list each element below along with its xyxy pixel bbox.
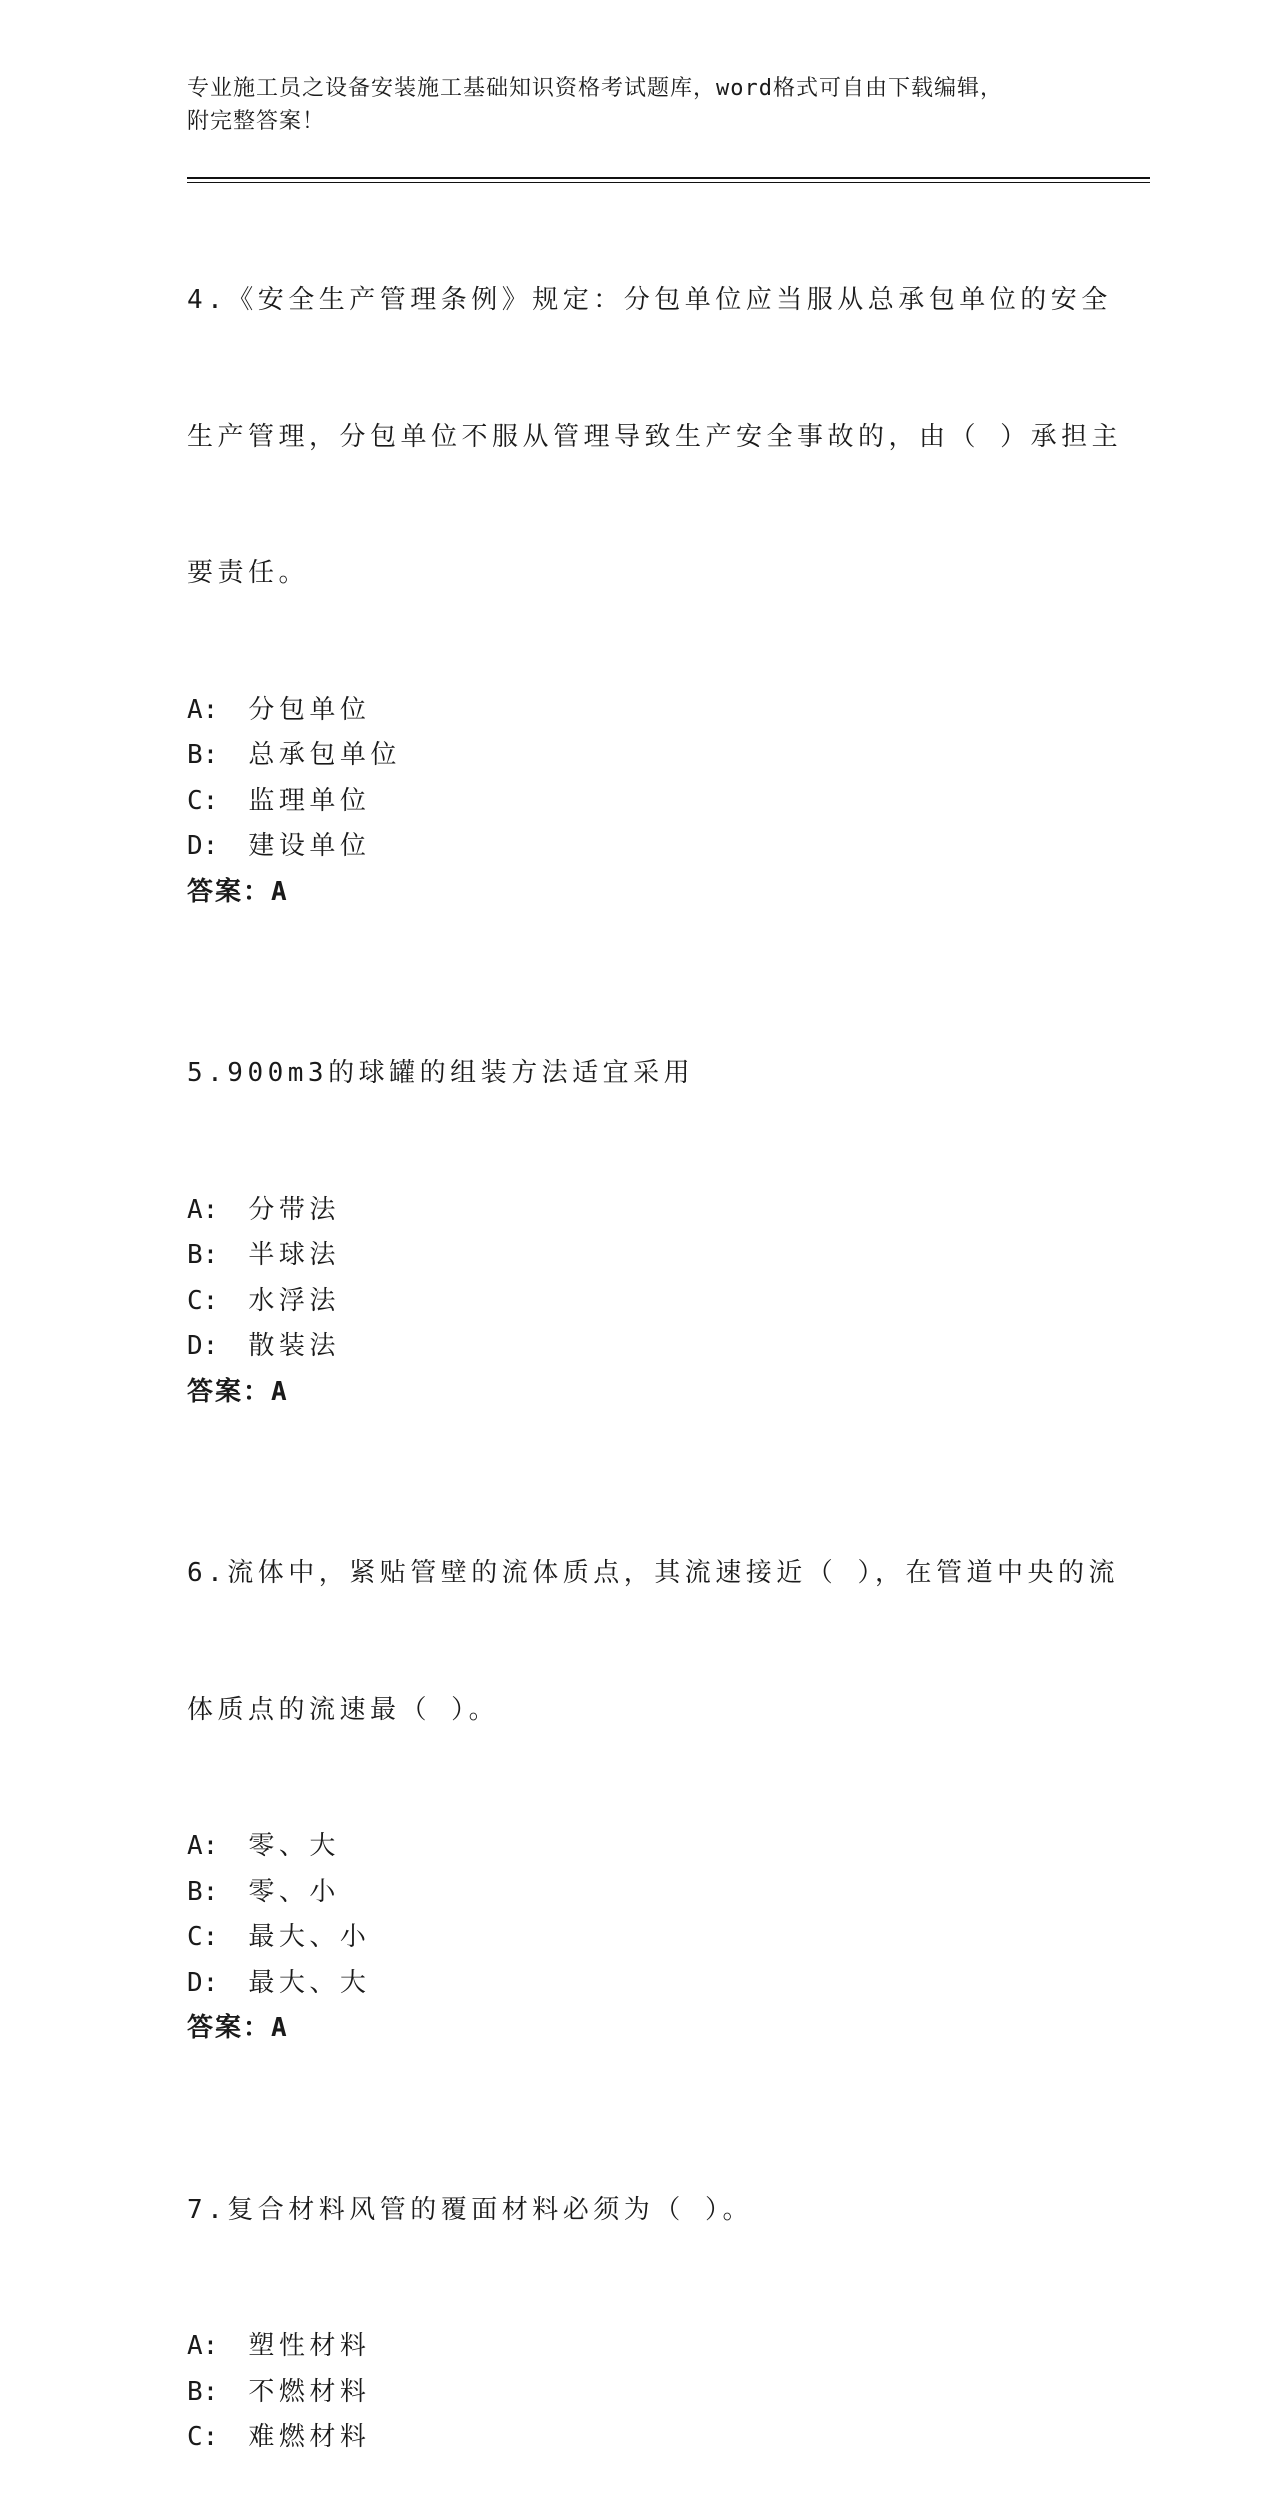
stem-line: 体质点的流速最（ ）。 (187, 1694, 500, 1725)
option-b (187, 2370, 1087, 2416)
option-text: 建设单位 (248, 831, 371, 861)
option-b (187, 1233, 1087, 1279)
question-stem (187, 1460, 1119, 1824)
answer-line: 答案：A (187, 876, 289, 907)
option-text: 水浮法 (248, 1285, 340, 1316)
option-key: C: (187, 1922, 219, 1952)
question-stem (187, 2097, 1087, 2325)
option-key: B: (187, 1876, 219, 1907)
question-5 (187, 960, 1087, 1415)
option-key: D: (187, 1967, 219, 1998)
stem-line: 7.复合材料风管的覆面材料必须为（ ）。 (187, 2194, 753, 2225)
question-4 (187, 187, 1123, 915)
stem-line: 生产管理，分包单位不服从管理导致生产安全事故的，由（ ）承担主 (187, 421, 1123, 452)
option-text: 零、大 (248, 1831, 340, 1861)
option-b (187, 733, 1087, 779)
option-text: 总承包单位 (248, 740, 401, 770)
answer-line: 答案：A (187, 1376, 289, 1407)
option-key: B: (187, 2376, 219, 2407)
header-divider-thin (187, 182, 1150, 183)
stem-line: 4.《安全生产管理条例》规定：分包单位应当服从总承包单位的安全 (187, 285, 1112, 315)
option-key: D: (187, 831, 219, 861)
option-text: 分包单位 (248, 694, 371, 725)
option-text: 半球法 (248, 1240, 340, 1270)
option-b (187, 1870, 1087, 1916)
option-key: B: (187, 740, 219, 770)
option-key: B: (187, 1240, 219, 1270)
option-a (187, 1188, 1087, 1234)
stem-line: 6.流体中，紧贴管壁的流体质点，其流速接近（ ），在管道中央的流 (187, 1558, 1119, 1588)
option-key: D: (187, 1331, 219, 1361)
option-key: C: (187, 785, 219, 816)
option-text: 散装法 (248, 1331, 340, 1361)
option-text: 零、小 (248, 1876, 340, 1907)
question-6 (187, 1460, 1119, 2052)
option-key: A: (187, 2331, 219, 2361)
option-c (187, 779, 1087, 825)
question-list (187, 187, 1123, 2506)
document-header (187, 72, 1067, 138)
option-text: 不燃材料 (248, 2376, 371, 2407)
option-text: 分带法 (248, 1194, 340, 1225)
option-c (187, 1915, 1087, 1961)
option-d (187, 824, 1087, 870)
option-text: 最大、大 (248, 1967, 371, 1998)
option-key: A: (187, 1194, 219, 1225)
option-a (187, 688, 1087, 734)
option-a (187, 1824, 1087, 1870)
header-line-2: 附完整答案！ (187, 109, 326, 134)
header-divider-thick (187, 177, 1150, 179)
option-key: C: (187, 2422, 219, 2452)
option-d (187, 1961, 1087, 2007)
option-c (187, 2415, 1087, 2461)
option-text: 最大、小 (248, 1922, 371, 1952)
option-text: 塑性材料 (248, 2331, 371, 2361)
option-text: 难燃材料 (248, 2422, 371, 2452)
question-stem (187, 960, 1087, 1188)
question-stem (187, 187, 1123, 688)
stem-line: 要责任。 (187, 558, 310, 588)
option-key: C: (187, 1285, 219, 1316)
option-text: 监理单位 (248, 785, 371, 816)
question-7 (187, 2097, 1087, 2461)
option-c (187, 1279, 1087, 1325)
option-a (187, 2324, 1087, 2370)
header-line-1: 专业施工员之设备安装施工基础知识资格考试题库，word格式可自由下载编辑， (187, 76, 1003, 101)
option-key: A: (187, 694, 219, 725)
option-key: A: (187, 1831, 219, 1861)
stem-line: 5.900m3的球罐的组装方法适宜采用 (187, 1058, 695, 1088)
answer-line: 答案：A (187, 2013, 289, 2043)
option-d (187, 1324, 1087, 1370)
